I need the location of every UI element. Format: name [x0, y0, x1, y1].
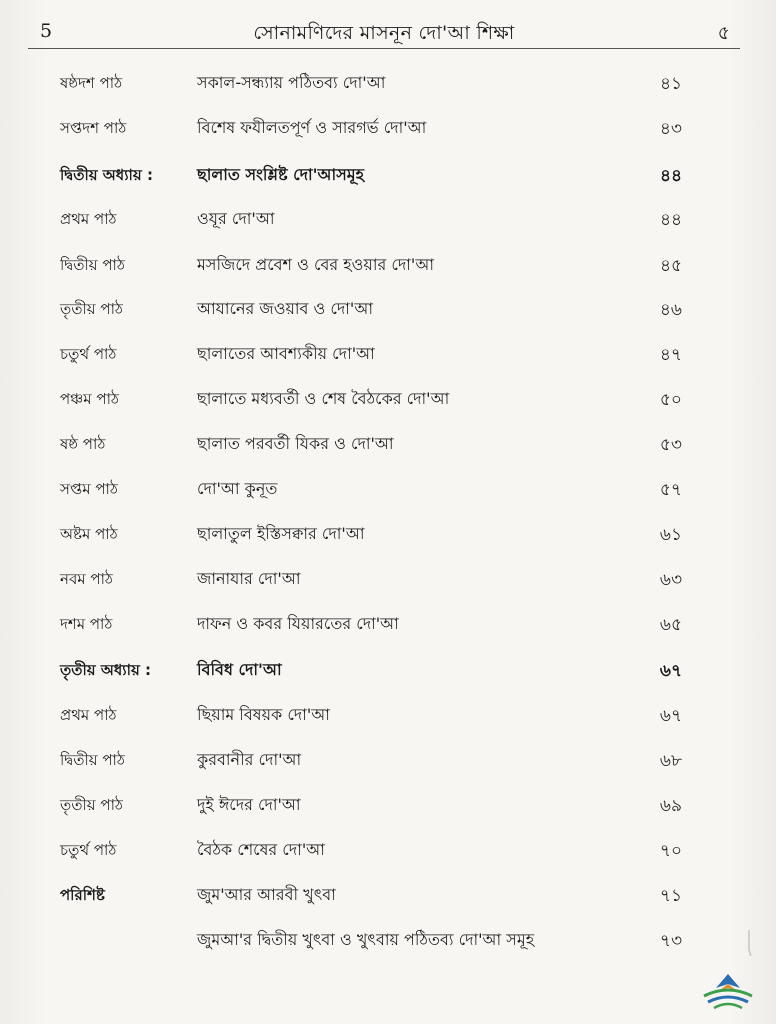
toc-row — [0, 829, 776, 873]
margin-mark — [746, 930, 752, 956]
toc-row — [0, 603, 776, 647]
running-title: সোনামণিদের মাসনূন দো'আ শিক্ষা — [253, 22, 515, 44]
toc-title: দুই ঈদের দো'আ — [197, 795, 301, 814]
toc-title: ছিয়াম বিষয়ক দো'আ — [197, 705, 330, 724]
toc-page-number: ৬৩ — [659, 570, 682, 590]
toc-row — [0, 288, 776, 332]
toc-lesson-label: তৃতীয় পাঠ — [60, 796, 123, 814]
toc-page-number: ৪৪ — [659, 210, 682, 230]
toc-row — [0, 423, 776, 467]
toc-row — [0, 468, 776, 512]
toc-lesson-label: পঞ্চম পাঠ — [60, 390, 119, 408]
toc-chapter-row — [0, 154, 776, 198]
page-header — [28, 14, 740, 49]
toc-title: জুমআ'র দ্বিতীয় খুৎবা ও খুৎবায় পঠিতব্য দো'আ সমূহ — [197, 930, 535, 949]
toc-row — [0, 919, 776, 963]
toc-row — [0, 739, 776, 783]
toc-page-number: ৪৬ — [659, 300, 682, 320]
toc-page-number: ৬৫ — [659, 615, 682, 635]
toc-lesson-label: সপ্তদশ পাঠ — [60, 119, 127, 137]
toc-row — [0, 513, 776, 557]
toc-appendix-row — [0, 874, 776, 918]
toc-page-number: ৬৮ — [659, 751, 682, 771]
toc-title: ছালাতে মধ্যবর্তী ও শেষ বৈঠকের দো'আ — [197, 389, 450, 408]
toc-lesson-label: অষ্টম পাঠ — [60, 525, 118, 543]
toc-row — [0, 62, 776, 106]
toc-chapter-title: ছালাত সংশ্লিষ্ট দো'আসমূহ — [197, 165, 365, 184]
toc-chapter-row — [0, 649, 776, 693]
page-number-right: ৫ — [717, 22, 730, 44]
toc-lesson-label: ষষ্ঠদশ পাঠ — [60, 74, 123, 92]
toc-page-number: ৬৭ — [659, 661, 682, 681]
toc-title: বৈঠক শেষের দো'আ — [197, 840, 325, 859]
toc-chapter-title: বিবিধ দো'আ — [197, 660, 282, 679]
toc-lesson-label: ষষ্ঠ পাঠ — [60, 435, 106, 453]
toc-chapter-label: দ্বিতীয় অধ্যায় : — [60, 166, 153, 184]
toc-lesson-label: প্রথম পাঠ — [60, 706, 117, 724]
toc-title: আযানের জওয়াব ও দো'আ — [197, 299, 373, 318]
toc-title: ছালাতের আবশ্যকীয় দো'আ — [197, 344, 375, 363]
toc-title: জানাযার দো'আ — [197, 569, 301, 588]
toc-page-number: ৬৯ — [659, 796, 682, 816]
toc-title: ওযূর দো'আ — [197, 209, 275, 228]
toc-title: দাফন ও কবর যিয়ারতের দো'আ — [197, 614, 399, 633]
toc-title: বিশেষ ফযীলতপূর্ণ ও সারগর্ভ দো'আ — [197, 118, 427, 137]
toc-lesson-label: চতুর্থ পাঠ — [60, 841, 117, 859]
toc-title: কুরবানীর দো'আ — [197, 750, 302, 769]
toc-title: জুম'আর আরবী খুৎবা — [197, 885, 336, 904]
toc-title: দো'আ কুনূত — [197, 479, 278, 498]
toc-page-number: ৫৭ — [659, 480, 682, 500]
toc-page-number: ৪১ — [659, 74, 682, 94]
toc-page-number: ৪৪ — [659, 166, 682, 186]
toc-lesson-label: দ্বিতীয় পাঠ — [60, 751, 125, 769]
toc-page-number: ৭০ — [659, 841, 682, 861]
toc-page-number: ৫০ — [659, 390, 682, 410]
toc-chapter-label: তৃতীয় অধ্যায় : — [60, 661, 152, 679]
toc-lesson-label: প্রথম পাঠ — [60, 210, 117, 228]
page-number-left: 5 — [40, 20, 53, 42]
toc-page-number: ৪৭ — [659, 345, 682, 365]
toc-row — [0, 784, 776, 828]
toc-lesson-label: নবম পাঠ — [60, 570, 113, 588]
toc-lesson-label: দশম পাঠ — [60, 615, 113, 633]
toc-page-number: ৪৫ — [659, 256, 682, 276]
toc-row — [0, 694, 776, 738]
toc-row — [0, 107, 776, 151]
toc-page-number: ৬১ — [659, 525, 682, 545]
toc-row — [0, 378, 776, 422]
toc-page-number: ৫৩ — [659, 435, 682, 455]
publisher-logo-icon — [700, 970, 756, 1014]
toc-lesson-label: তৃতীয় পাঠ — [60, 300, 123, 318]
toc-lesson-label: দ্বিতীয় পাঠ — [60, 256, 125, 274]
toc-row — [0, 198, 776, 242]
toc-title: মসজিদে প্রবেশ ও বের হওয়ার দো'আ — [197, 255, 434, 274]
toc-row — [0, 333, 776, 377]
toc-appendix-label: পরিশিষ্ট — [60, 886, 105, 904]
toc-row — [0, 244, 776, 288]
toc-row — [0, 558, 776, 602]
toc-title: ছালাত পরবর্তী যিকর ও দো'আ — [197, 434, 394, 453]
toc-title: ছালাতুল ইস্তিসক্বার দো'আ — [197, 524, 365, 543]
toc-title: সকাল-সন্ধ্যায় পঠিতব্য দো'আ — [197, 73, 386, 92]
toc-lesson-label: চতুর্থ পাঠ — [60, 345, 117, 363]
toc-page-number: ৪৩ — [659, 119, 682, 139]
toc-page-number: ৭৩ — [659, 931, 682, 951]
toc-page-number: ৭১ — [659, 886, 682, 906]
toc-lesson-label: সপ্তম পাঠ — [60, 480, 118, 498]
toc-page-number: ৬৭ — [659, 706, 682, 726]
